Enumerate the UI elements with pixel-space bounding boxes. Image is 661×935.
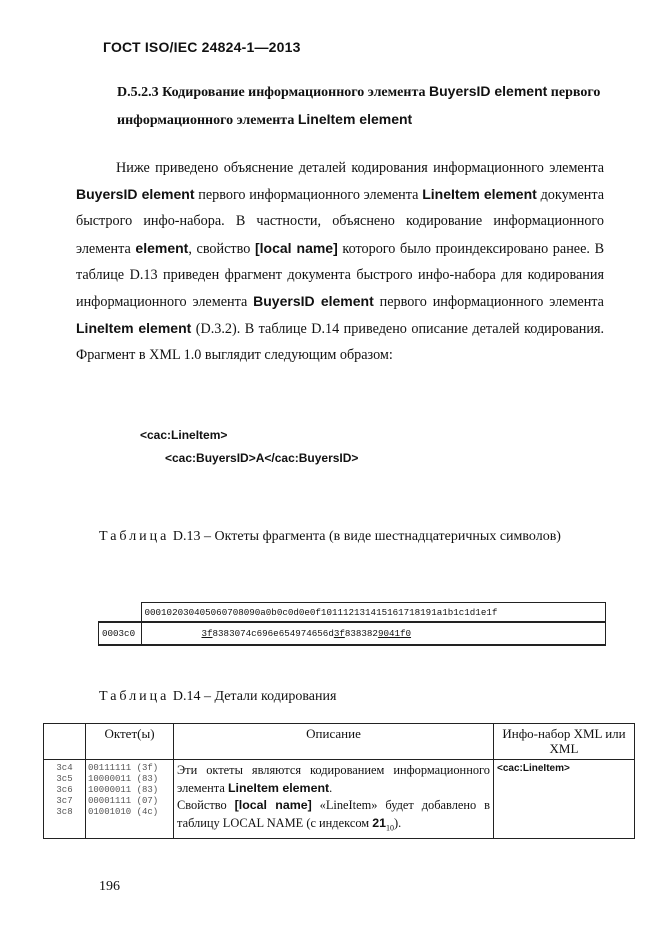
hex-segment-2: 8383074c696e654974656d xyxy=(212,628,334,639)
hex-bytes xyxy=(141,622,606,645)
desc-term-local-name: [local name] xyxy=(234,798,312,812)
hex-data-row xyxy=(99,622,606,645)
xml-fragment xyxy=(140,424,358,470)
section-heading xyxy=(117,78,605,134)
octet-value: 10000011 (83) xyxy=(88,785,159,795)
xml-infoset-value: <cac:LineItem> xyxy=(494,760,635,839)
para-text-1: Ниже приведено объяснение деталей кодирования информационного элемента xyxy=(116,160,604,176)
header-description: Описание xyxy=(174,724,494,760)
detail-header-row xyxy=(44,724,635,760)
document-header: ГОСТ ISO/IEC 24824-1—2013 xyxy=(103,39,301,55)
desc-text-end: ). xyxy=(394,815,402,830)
section-number: D.5.2.3 xyxy=(117,85,159,100)
para-term-6: LineItem element xyxy=(76,320,192,337)
hex-segment-4: 838382 xyxy=(344,628,378,639)
body-paragraph xyxy=(76,155,604,369)
detail-data-row xyxy=(44,760,635,839)
hex-underlined-5: 9041 xyxy=(377,628,401,639)
octet-value: 00111111 (3f) xyxy=(88,763,159,773)
hex-corner-cell xyxy=(99,603,142,623)
desc-text-1: Эти октеты являются кодированием информационного элемента xyxy=(177,763,490,795)
para-term-1: BuyersID element xyxy=(76,186,195,203)
caption-label: Таблица xyxy=(99,529,170,544)
table-d14-caption xyxy=(99,689,336,705)
index-3c7: 3c7 xyxy=(56,796,73,806)
index-3c6: 3c6 xyxy=(56,785,73,795)
page-number: 196 xyxy=(99,879,120,894)
octet-value: 00001111 (07) xyxy=(88,796,159,806)
para-text-4: , свойство xyxy=(188,240,251,257)
table-d13-caption xyxy=(99,523,604,550)
index-3c5: 3c5 xyxy=(56,774,73,784)
section-term-buyersid: BuyersID element xyxy=(429,83,548,99)
section-title-part1: Кодирование информационного элемента xyxy=(162,85,426,100)
octet-values xyxy=(86,760,174,839)
hex-header-row xyxy=(99,603,606,623)
hex-dump-table xyxy=(98,602,606,646)
section-title-part2: первого информационного элемента xyxy=(117,85,601,128)
desc-index-value: 21 xyxy=(372,815,387,830)
index-3c4: 3c4 xyxy=(56,763,73,773)
xml-line-1: <cac:LineItem> xyxy=(140,428,228,442)
desc-text-3: «LineItem» будет добавлено в таблицу LOCAL NAME (с индексом xyxy=(177,798,490,830)
index-3c8: 3c8 xyxy=(56,807,73,817)
xml-line-2: <cac:BuyersID>A</cac:BuyersID> xyxy=(165,451,359,465)
encoding-details-table xyxy=(43,723,635,839)
section-term-lineitem: LineItem element xyxy=(297,111,413,127)
para-text-6: первого информационного элемента xyxy=(379,294,604,311)
para-text-3: документа быстрого инфо-набора. В частности, объяснено кодирование информационного элемента xyxy=(76,187,605,257)
desc-text-2: Свойство xyxy=(177,798,227,812)
header-index xyxy=(44,724,86,760)
hex-underlined-6: f0 xyxy=(400,628,412,639)
header-xml: Инфо-набор XML или XML xyxy=(494,724,635,760)
hex-underlined-3: 3f xyxy=(333,628,345,639)
octet-description: Эти октеты являются кодированием информационного элемента LineItem element. Свойство [local name] «LineItem» будет добавлено в таблицу LOCAL NAME (с индексом $21_{10}$). xyxy=(174,760,494,839)
octet-value: 01001010 (4c) xyxy=(88,807,159,817)
caption-text: D.14 – Детали кодирования xyxy=(172,689,337,704)
hex-address: 0003c0 xyxy=(99,622,142,645)
para-text-5: которого было проиндексировано ранее. В таблице D.13 приведен фрагмент документа быстрого инфо-набора для кодирования информационного элемента xyxy=(76,240,605,311)
para-text-2: первого информационного элемента xyxy=(198,187,419,204)
header-octets: Октет(ы) xyxy=(86,724,174,760)
para-text-7: (D.3.2). В таблице D.14 приведено описание деталей кодирования. Фрагмент в XML 1.0 выглядит следующим образом: xyxy=(76,321,605,364)
caption-text: D.13 – Октеты фрагмента (в виде шестнадцатеричных символов) xyxy=(172,529,561,544)
hex-offsets-header: 000102030405060708090a0b0c0d0e0f101112131415161718191a1b1c1d1e1f xyxy=(141,603,606,623)
octet-value: 10000011 (83) xyxy=(88,774,159,784)
desc-index-base: 10 xyxy=(386,822,395,832)
desc-term-lineitem: LineItem element xyxy=(227,780,330,795)
octet-indices xyxy=(44,760,86,839)
hex-underlined-1: 3f xyxy=(201,628,213,639)
para-term-3: element xyxy=(135,239,189,256)
para-term-4: [local name] xyxy=(254,239,338,256)
para-term-5: BuyersID element xyxy=(253,293,374,310)
para-term-2: LineItem element xyxy=(422,186,537,203)
caption-label: Таблица xyxy=(99,689,170,704)
